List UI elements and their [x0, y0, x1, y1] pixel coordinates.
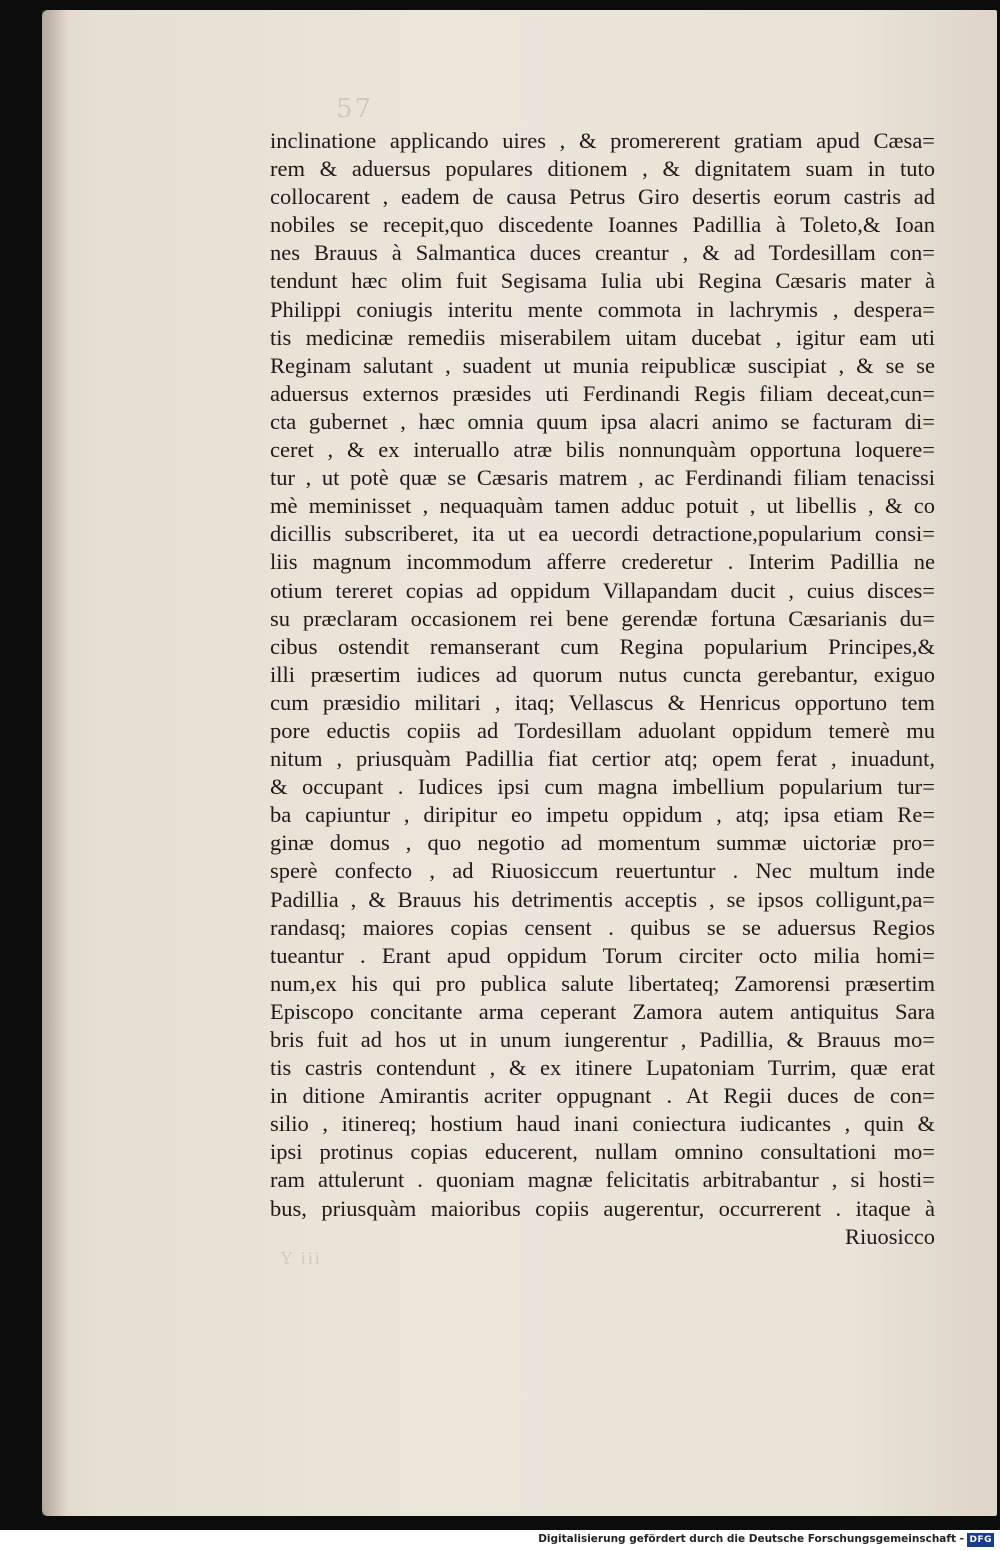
- footer-credit: Digitalisierung gefördert durch die Deutsche Forschungsgemeinschaft -: [538, 1533, 964, 1545]
- text-line: num,ex his qui pro publica salute libertateq; Zamorensi præsertim: [270, 970, 935, 996]
- text-line: & occupant . Iudices ipsi cum magna imbellium popularium tur=: [270, 774, 935, 800]
- text-line: ram attulerunt . quoniam magnæ felicitatis arbitrabantur , si hosti=: [270, 1167, 935, 1193]
- text-line: cta gubernet , hæc omnia quum ipsa alacri animo se facturam di=: [270, 408, 935, 434]
- text-line: dicillis subscriberet, ita ut ea uecordi detractione,popularium consi=: [270, 521, 935, 547]
- text-line: collocarent , eadem de causa Petrus Giro desertis eorum castris ad: [270, 184, 935, 210]
- text-line: ipsi protinus copias educerent, nullam omnino consultationi mo=: [270, 1139, 935, 1165]
- text-line: tueantur . Erant apud oppidum Torum circiter octo milia homi=: [270, 942, 935, 968]
- text-line: mè meminisset , nequaquàm tamen adduc potuit , ut libellis , & co: [270, 493, 935, 519]
- text-line: tis castris contendunt , & ex itinere Lupatoniam Turrim, quæ erat: [270, 1055, 935, 1081]
- text-line: su præclaram occasionem rei bene gerendæ fortuna Cæsarianis du=: [270, 605, 935, 631]
- text-line: tis medicinæ remediis miserabilem uitam ducebat , igitur eam uti: [270, 324, 935, 350]
- text-line: pore eductis copiis ad Tordesillam aduolant oppidum temerè mu: [270, 717, 935, 743]
- text-line: randasq; maiores copias censent . quibus se se aduersus Regios: [270, 914, 935, 940]
- text-line: cibus ostendit remanserant cum Regina popularium Principes,&: [270, 633, 935, 659]
- text-line: inclinatione applicando uires , & promererent gratiam apud Cæsa=: [270, 128, 935, 153]
- text-line: Reginam salutant , suadent ut munia reipublicæ suscipiat , & se se: [270, 352, 935, 378]
- text-line: ceret , & ex interuallo atræ bilis nonnunquàm opportuna loquere=: [270, 437, 935, 463]
- text-line: Padillia , & Brauus his detrimentis acceptis , se ipsos colligunt,pa=: [270, 886, 935, 912]
- text-line: Philippi coniugis interitu mente commota in lachrymis , despera=: [270, 296, 935, 322]
- text-line: silio , itinereq; hostium haud inani coniectura iudicantes , quin &: [270, 1111, 935, 1137]
- body-text: [270, 127, 935, 1251]
- text-line: otium tereret copias ad oppidum Villapandam ducit , cuius disces=: [270, 577, 935, 603]
- dfg-logo: DFG: [969, 1535, 992, 1545]
- text-line: aduersus externos præsides uti Ferdinandi Regis filiam deceat,cun=: [270, 380, 935, 406]
- folio-number: 57: [336, 94, 374, 124]
- text-line: bus, priusquàm maioribus copiis augerentur, occurrerent . itaque à: [270, 1195, 935, 1221]
- text-line: Episcopo concitante arma ceperant Zamora autem antiquitus Sara: [270, 998, 935, 1024]
- text-line: ginæ domus , quo negotio ad momentum summæ uictoriæ pro=: [270, 830, 935, 856]
- text-line: sperè confecto , ad Riuosiccum reuertuntur . Nec multum inde: [270, 858, 935, 884]
- text-line: tur , ut potè quæ se Cæsaris matrem , ac Ferdinandi filiam tenacissi: [270, 465, 935, 491]
- text-line: liis magnum incommodum afferre crederetur . Interim Padillia ne: [270, 549, 935, 575]
- signature-mark: Y iii: [280, 1248, 322, 1268]
- text-line: rem & aduersus populares ditionem , & dignitatem suam in tuto: [270, 156, 935, 182]
- text-line: cum præsidio militari , itaq; Vellascus & Henricus opportuno tem: [270, 689, 935, 715]
- text-line: ba capiuntur , diripitur eo impetu oppidum , atq; ipsa etiam Re=: [270, 802, 935, 828]
- text-line: nobiles se recepit,quo discedente Ioannes Padillia à Toleto,& Ioan: [270, 212, 935, 238]
- page-spine-shadow: [42, 10, 68, 1516]
- text-line: illi præsertim iudices ad quorum nutus cuncta gerebantur, exiguo: [270, 661, 935, 687]
- text-line: nes Brauus à Salmantica duces creantur , & ad Tordesillam con=: [270, 240, 935, 266]
- text-line: in ditione Amirantis acriter oppugnant . At Regii duces de con=: [270, 1083, 935, 1109]
- text-line: bris fuit ad hos ut in unum iungerentur , Padillia, & Brauus mo=: [270, 1027, 935, 1052]
- catchword: Riuosicco: [845, 1223, 935, 1249]
- text-line: nitum , priusquàm Padillia fiat certior atq; opem ferat , inuadunt,: [270, 746, 935, 772]
- text-line: tendunt hæc olim fuit Segisama Iulia ubi Regina Cæsaris mater à: [270, 268, 935, 294]
